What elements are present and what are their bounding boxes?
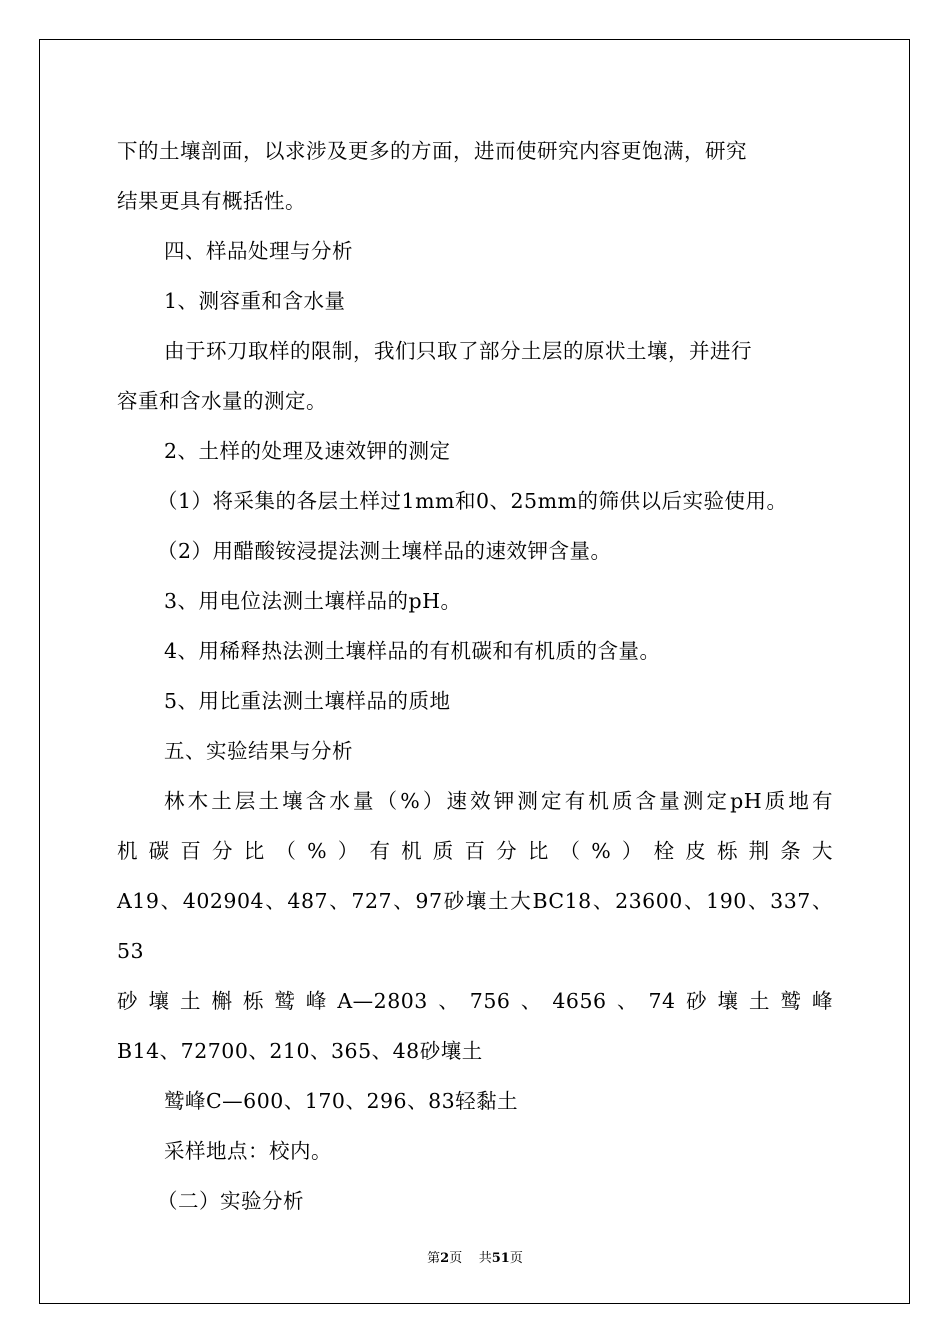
subheading-5 (117, 676, 833, 726)
footer-text: 页 (509, 1251, 523, 1266)
heading-text: 2、土样的处理及速效钾的测定 (164, 439, 451, 463)
text-line: 砂壤土槲栎鹫峰A—2803、756、4656、74砂壤土鹫峰 (117, 989, 833, 1013)
text-line: 机碳百分比（%）有机质百分比（%）栓皮栎荆条大 (117, 839, 833, 863)
subheading-analysis (117, 1176, 833, 1226)
text-line: （2）用醋酸铵浸提法测土壤样品的速效钾含量。 (157, 539, 612, 563)
results-paragraph (117, 776, 833, 1076)
paragraph (117, 1076, 833, 1126)
subheading-4 (117, 626, 833, 676)
text-line: 结果更具有概括性。 (117, 189, 306, 213)
subheading-1 (117, 276, 833, 326)
paragraph-continuation (117, 126, 833, 226)
text-line: B14、72700、210、365、48砂壤土 (117, 1039, 483, 1063)
list-item-1 (117, 476, 833, 526)
page-footer (0, 1247, 950, 1266)
text-line: 下的土壤剖面，以求涉及更多的方面，进而使研究内容更饱满，研究 (117, 139, 747, 163)
text-line: 林木土层土壤含水量（%）速效钾测定有机质含量测定pH质地有 (164, 789, 833, 813)
heading-text: 五、实验结果与分析 (164, 739, 353, 763)
footer-text: 共 (478, 1251, 492, 1266)
heading-text: 5、用比重法测土壤样品的质地 (164, 689, 451, 713)
footer-text: 页 (449, 1251, 463, 1266)
total-pages: 51 (491, 1251, 510, 1266)
heading-text: 3、用电位法测土壤样品的pH。 (164, 589, 462, 613)
footer-text: 第 (427, 1251, 441, 1266)
heading-text: 4、用稀释热法测土壤样品的有机碳和有机质的含量。 (164, 639, 661, 663)
paragraph (117, 326, 833, 426)
document-body (117, 126, 833, 1226)
page-number: 2 (440, 1251, 450, 1266)
subheading-2 (117, 426, 833, 476)
text-line: 采样地点：校内。 (164, 1139, 332, 1163)
heading-text: （二）实验分析 (157, 1189, 304, 1213)
section-heading-4 (117, 226, 833, 276)
text-line: A19、402904、487、727、97砂壤土大BC18、23600、190、337、53 (117, 889, 833, 963)
text-line: 由于环刀取样的限制，我们只取了部分土层的原状土壤，并进行 (164, 339, 752, 363)
heading-text: 1、测容重和含水量 (164, 289, 346, 313)
text-line: 容重和含水量的测定。 (117, 389, 327, 413)
section-heading-5 (117, 726, 833, 776)
subheading-3 (117, 576, 833, 626)
text-line: 鹫峰C—600、170、296、83轻黏土 (164, 1089, 519, 1113)
heading-text: 四、样品处理与分析 (164, 239, 353, 263)
list-item-2 (117, 526, 833, 576)
paragraph (117, 1126, 833, 1176)
text-line: （1）将采集的各层土样过1mm和0、25mm的筛供以后实验使用。 (157, 489, 788, 513)
